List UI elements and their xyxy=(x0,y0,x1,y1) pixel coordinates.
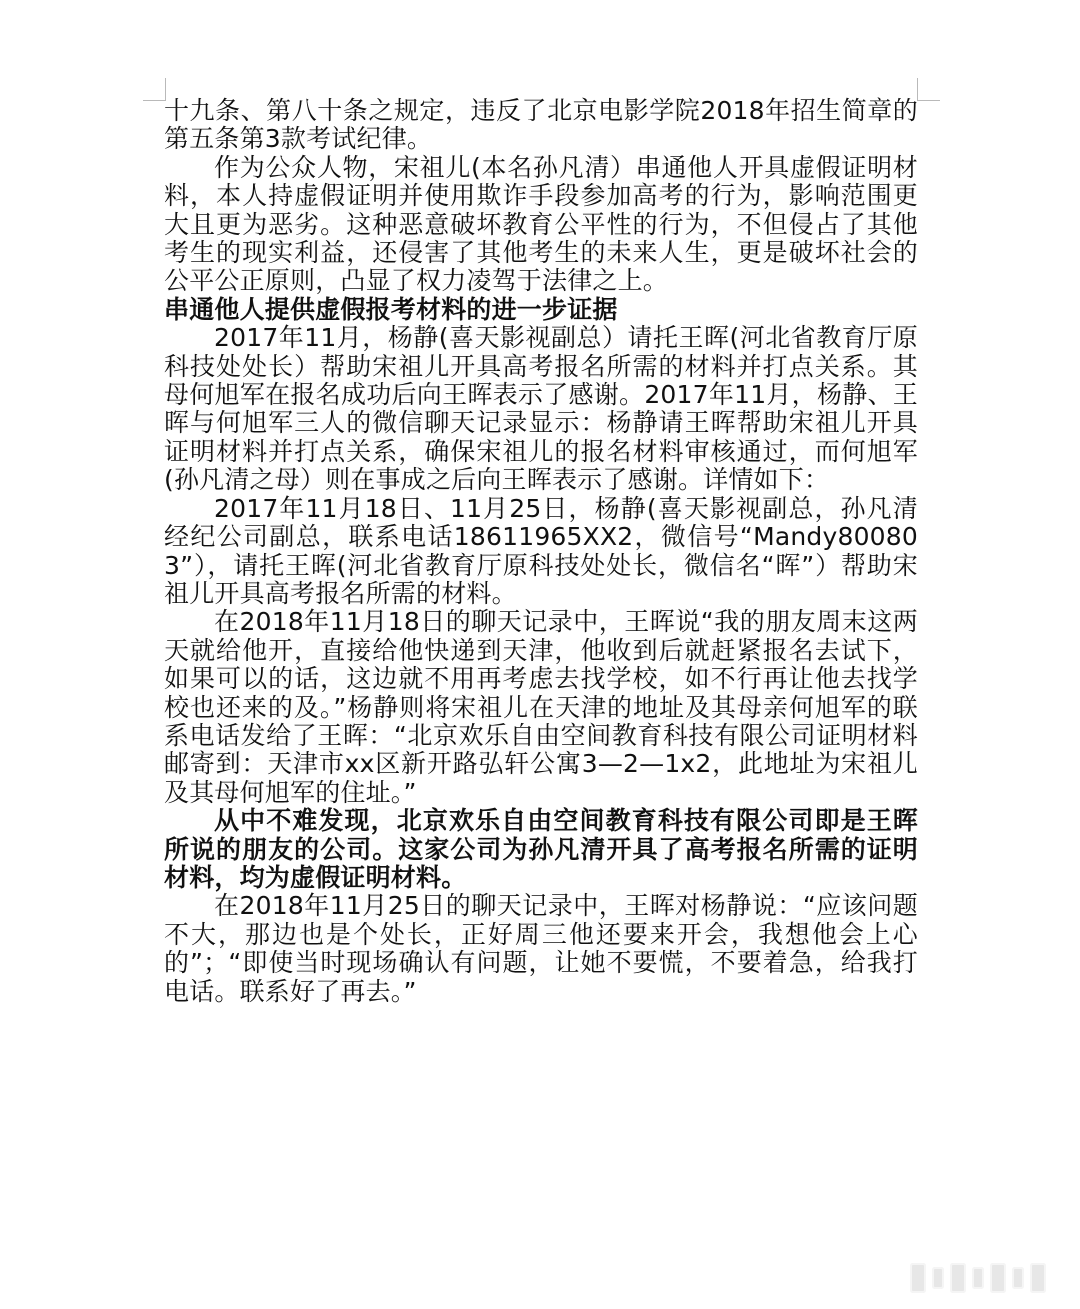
document-body xyxy=(164,97,918,1006)
watermark-glyph xyxy=(950,1263,966,1293)
watermark-glyph xyxy=(910,1263,926,1293)
watermark-glyph xyxy=(990,1263,1006,1293)
paragraph-chat-nov-25: 在2018年11月25日的聊天记录中，王晖对杨静说：“应该问题不大，那边也是个处长，正好周三他还要来开会，我想他会上心的”；“即使当时现场确认有问题，让她不要慌，不要着急，给我打电话。联系好了再去。” xyxy=(164,891,918,1006)
paragraph-contact-details: 2017年11月18日、11月25日，杨静(喜天影视副总，孙凡清经纪公司副总，联系电话18611965XX2，微信号“Mandy800803”），请托王晖(河北省教育厅原科技处处长，微信名“晖”）帮助宋祖儿开具高考报名所需的材料。 xyxy=(164,493,918,608)
watermark-glyph xyxy=(972,1267,984,1289)
paragraph-bold-conclusion: 从中不难发现，北京欢乐自由空间教育科技有限公司即是王晖所说的朋友的公司。这家公司为孙凡清开具了高考报名所需的证明材料，均为虚假证明材料。 xyxy=(164,806,918,892)
paragraph-continuation: 十九条、第八十条之规定，违反了北京电影学院2018年招生简章的第五条第3款考试纪律。 xyxy=(164,96,918,154)
section-heading: 串通他人提供虚假报考材料的进一步证据 xyxy=(164,294,618,324)
paragraph-chat-nov-18: 在2018年11月18日的聊天记录中，王晖说“我的朋友周末这两天就给他开，直接给他快递到天津，他收到后就赶紧报名去试下，如果可以的话，这边就不用再考虑去找学校，如不行再让他去找学校也还来的及。”杨静则将宋祖儿在天津的地址及其母亲何旭军的联系电话发给了王晖：“北京欢乐自由空间教育科技有限公司证明材料邮寄到：天津市xx区新开路弘轩公寓3—2—1x2，此地址为宋祖儿及其母何旭军的住址。” xyxy=(164,607,918,807)
watermark-logo xyxy=(910,1263,1046,1293)
top-right-margin-mark xyxy=(917,78,940,101)
paragraph-public-figure: 作为公众人物，宋祖儿(本名孙凡清）串通他人开具虚假证明材料，本人持虚假证明并使用欺诈手段参加高考的行为，影响范围更大且更为恶劣。这种恶意破坏教育公平性的行为，不但侵占了其他考生的现实利益，还侵害了其他考生的未来人生，更是破坏社会的公平公正原则，凸显了权力凌驾于法律之上。 xyxy=(164,152,918,296)
watermark-glyph xyxy=(932,1267,944,1289)
paragraph-evidence-summary: 2017年11月，杨静(喜天影视副总）请托王晖(河北省教育厅原科技处处长）帮助宋祖儿开具高考报名所需的材料并打点关系。其母何旭军在报名成功后向王晖表示了感谢。2017年11月，杨静、王晖与何旭军三人的微信聊天记录显示：杨静请王晖帮助宋祖儿开具证明材料并打点关系，确保宋祖儿的报名材料审核通过，而何旭军(孙凡清之母）则在事成之后向王晖表示了感谢。详情如下： xyxy=(164,323,918,495)
watermark-glyph xyxy=(1030,1263,1046,1293)
watermark-glyph xyxy=(1012,1267,1024,1289)
top-left-margin-mark xyxy=(143,78,166,101)
